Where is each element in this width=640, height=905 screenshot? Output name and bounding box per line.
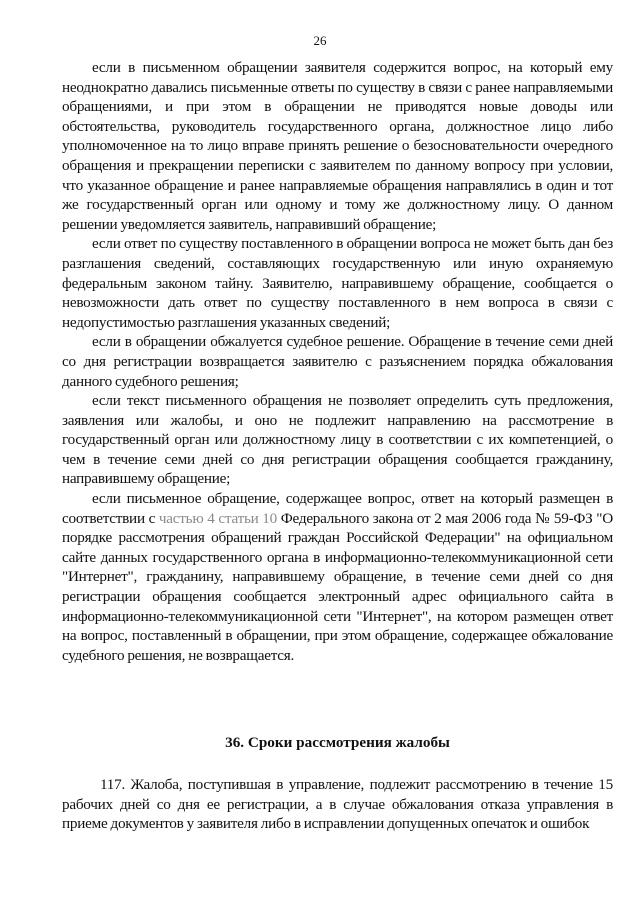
paragraph-text-before-link: если письменное обращение, содержащее вопрос, ответ на который размещен в соответствии с	[62, 490, 613, 527]
paragraph-unclear-text: если текст письменного обращения не позволяет определить суть предложения, заявления или жалобы, и оно не подлежит направлению на рассмотрение в государственный орган или должностному лицу в соответствии с их компетенцией, о чем в течение семи дней со дня регистрации обращения сообщается гражданину, направившему обращение;	[62, 392, 613, 488]
section-heading: 36. Сроки рассмотрения жалобы	[225, 734, 450, 751]
paragraph-state-secret: если ответ по существу поставленного в обращении вопроса не может быть дан без разглашения сведений, составляющих государственную или иную охраняемую федеральным законом тайну. Заявителю, направившему обращение, сообщается о невозможности дать ответ по существу поставленного в нем вопроса в связи с недопустимостью разглашения указанных сведений;	[62, 235, 613, 331]
page-number: 26	[313, 33, 327, 48]
paragraph-court-decision: если в обращении обжалуется судебное решение. Обращение в течение семи дней со дня регистрации возвращается заявителю с разъяснением порядка обжалования данного судебного решения;	[62, 333, 613, 390]
paragraph-text-after-link: Федерального закона от 2 мая 2006 года № 59-ФЗ "О порядке рассмотрения обращений граждан Российской Федерации" на официальном сайте данных государственного органа в информационно-телекоммуникационной сети "Интернет", гражданину, направившему обращение, в течение семи дней со дня регистрации обращения сообщается электронный адрес официального сайта в информационно-телекоммуникационной сети "Интернет", на котором размещен ответ на вопрос, поставленный в обращении, при этом обращение, содержащее обжалование судебного решения, не возвращается.	[62, 509, 613, 664]
paragraph-repeated-question: если в письменном обращении заявителя содержится вопрос, на который ему неоднократно давались письменные ответы по существу в связи с ранее направляемыми обращениями, и при этом в обращении не приводятся новые доводы или обстоятельства, руководитель государственного органа, должностное лицо либо уполномоченное на то лицо вправе принять решение о безосновательности очередного обращения и прекращении переписки с заявителем по данному вопросу при условии, что указанное обращение и ранее направляемые обращения направлялись в один и тот же государственный орган или одному и тому же должностному лицу. О данном решении уведомляется заявитель, направивший обращение;	[62, 59, 613, 233]
paragraph-117: 117. Жалоба, поступившая в управление, подлежит рассмотрению в течение 15 рабочих дней со дня ее регистрации, а в случае обжалования отказа управления в приеме документов у заявителя либо в исправлении допущенных опечаток и ошибок	[62, 776, 613, 833]
paragraph-published-answer	[62, 489, 613, 665]
document-body	[62, 58, 613, 665]
section-body	[62, 775, 613, 834]
law-article-link[interactable]: частью 4 статьи 10	[158, 509, 277, 527]
